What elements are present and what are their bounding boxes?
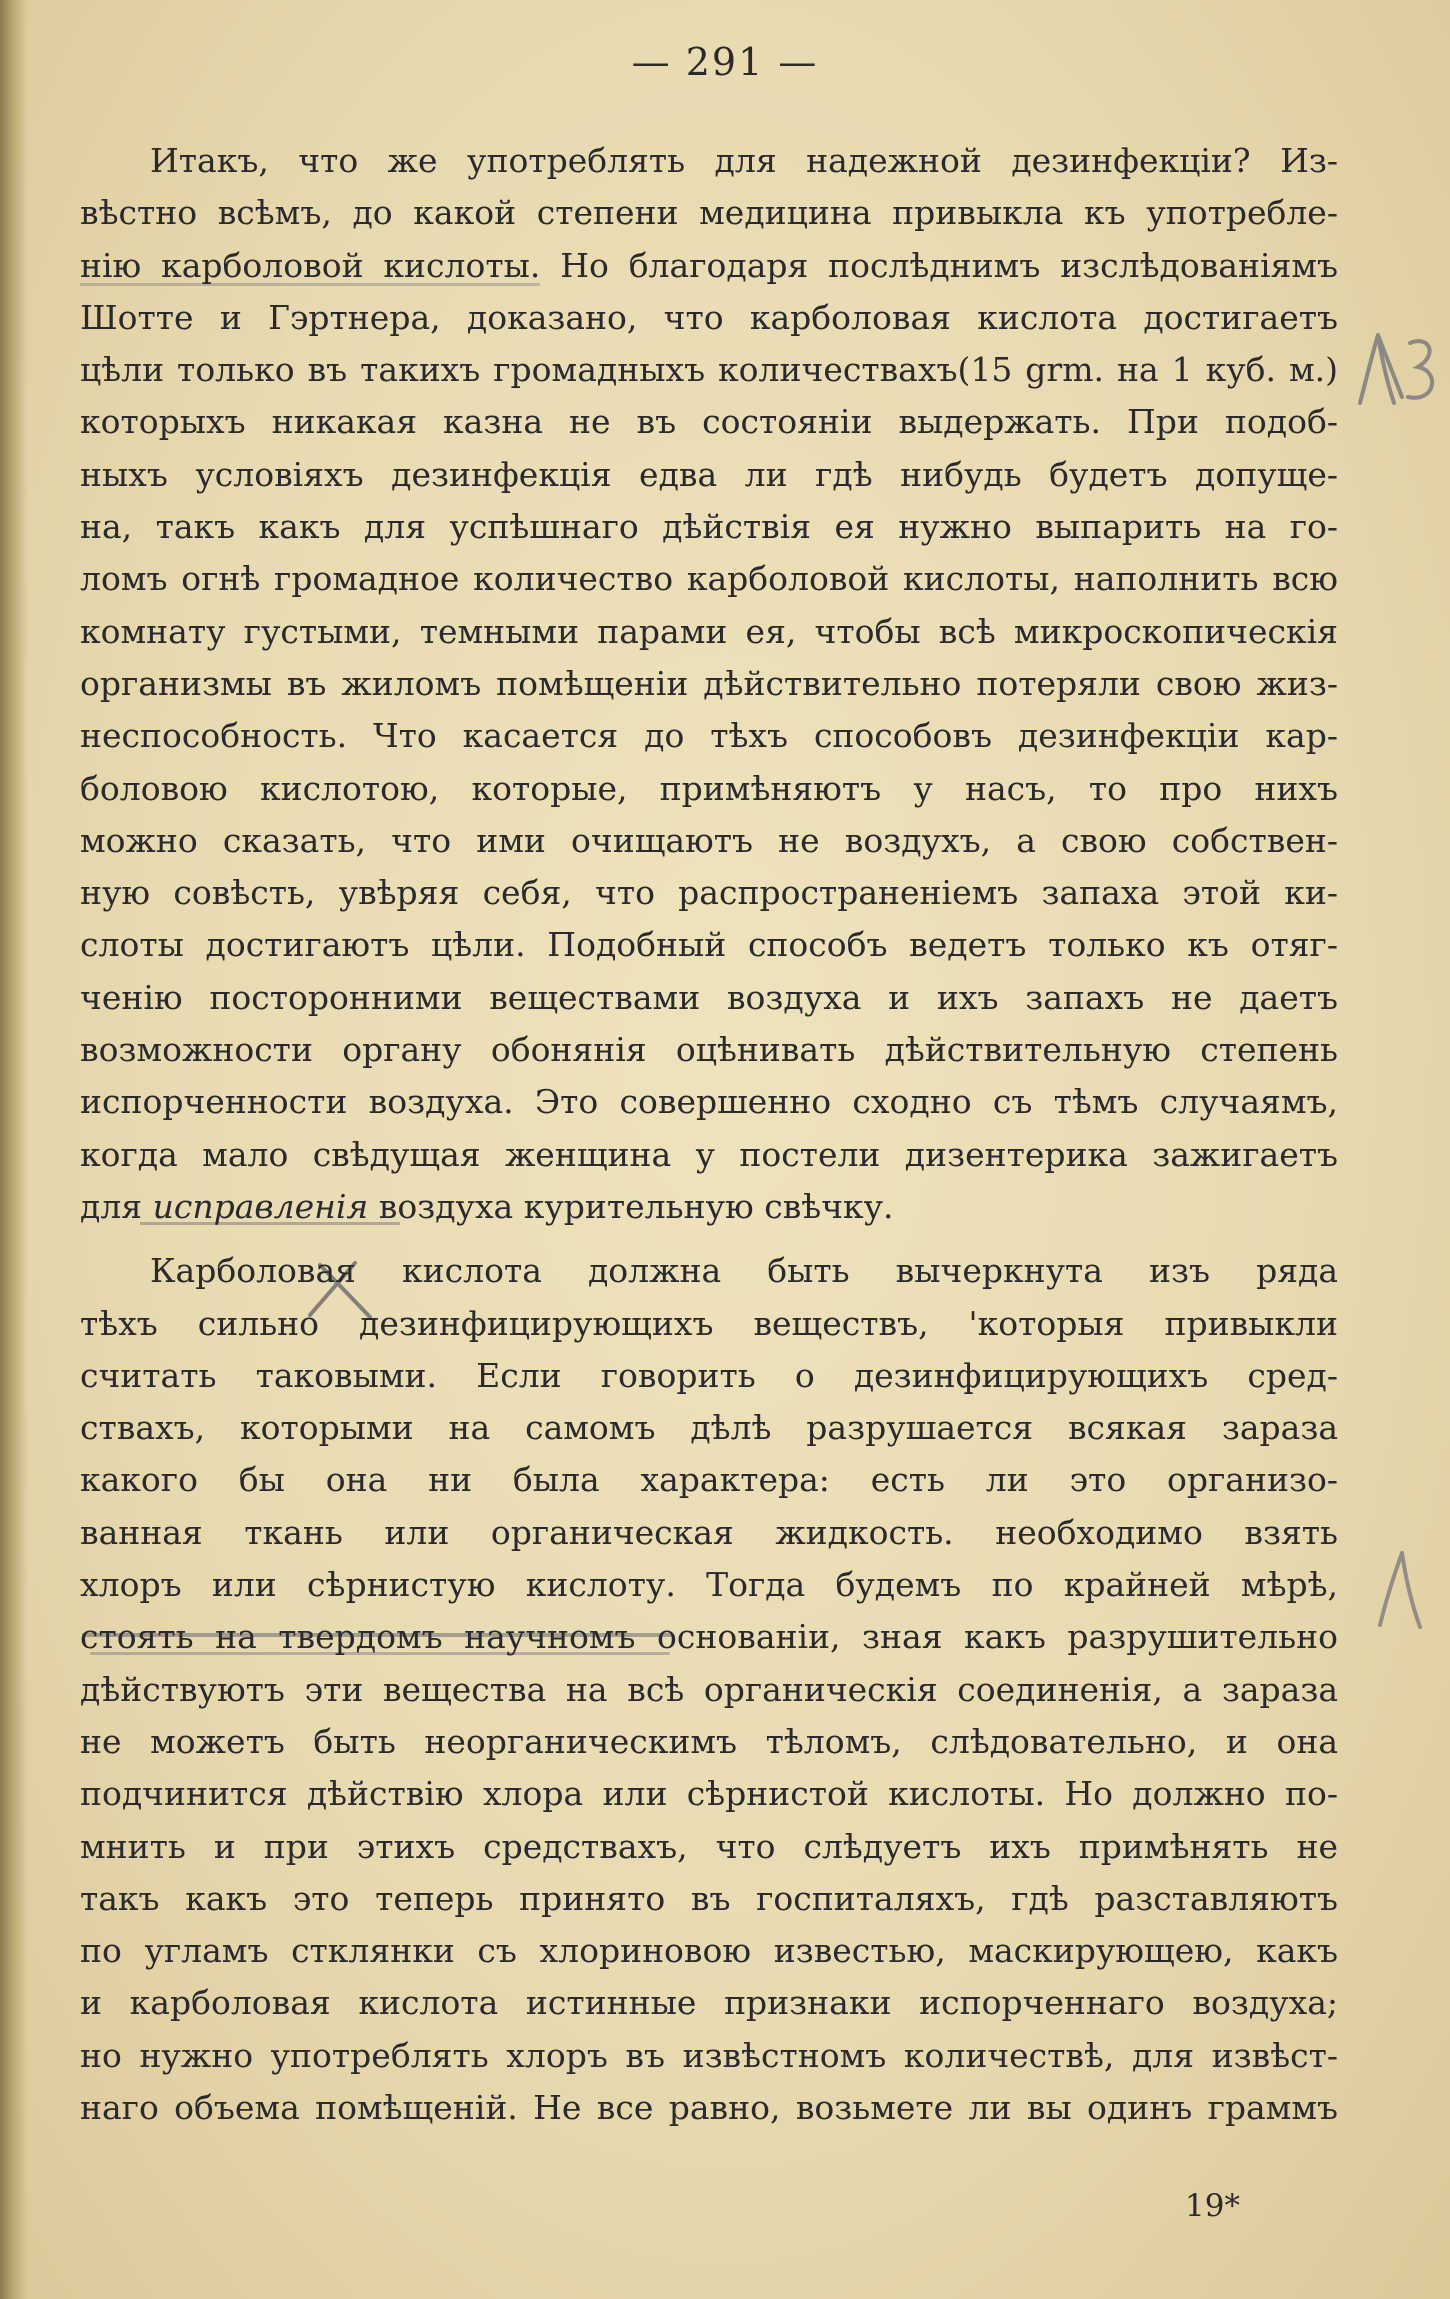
margin-pencil-mark-icon [1372,1545,1432,1635]
text-line: неспособность. Что касается до тѣхъ способовъ дезинфекціи кар- [80,716,1338,756]
text-line: ломъ огнѣ громадное количество карболовой кислоты, наполнить всю [80,559,1338,599]
paragraph-gap [80,1233,1338,1245]
text-line: ную совѣсть, увѣряя себя, что распространеніемъ запаха этой ки- [80,873,1338,913]
text-line: тѣхъ сильно дезинфицирующихъ веществъ, 'которыя привыкли [80,1303,1338,1343]
italic-word: исправленія [152,1186,369,1226]
text-line: по угламъ стклянки съ хлориновою известью, маскирующею, какъ [80,1931,1338,1971]
text-line: какого бы она ни была характера: есть ли это организо- [80,1460,1338,1500]
text-line: не можетъ быть неорганическимъ тѣломъ, слѣдовательно, и она [80,1721,1338,1761]
text-line: ченію посторонними веществами воздуха и ихъ запахъ не даетъ [80,977,1338,1017]
text-line: на, такъ какъ для успѣшнаго дѣйствія ея нужно выпарить на го- [80,507,1338,547]
text-line: организмы въ жиломъ помѣщеніи дѣйствительно потеряли свою жиз- [80,663,1338,703]
text-line: и карболовая кислота истинные признаки испорченнаго воздуха; [80,1983,1338,2023]
text-line: Шотте и Гэртнера, доказано, что карболовая кислота достигаетъ [80,297,1338,337]
text-line: испорченности воздуха. Это совершенно сходно съ тѣмъ случаямъ, [80,1082,1338,1122]
printer-signature: 19* [1185,2188,1240,2224]
text-line: ванная ткань или органическая жидкость. необходимо взять [80,1512,1338,1552]
text-line: Карболовая кислота должна быть вычеркнута изъ ряда [150,1251,1338,1291]
text-line: ныхъ условіяхъ дезинфекція едва ли гдѣ нибудь будетъ допуще- [80,454,1338,494]
text-line: но нужно употреблять хлоръ въ извѣстномъ количествѣ, для извѣст- [80,2035,1338,2075]
text-line: когда мало свѣдущая женщина у постели дизентерика зажигаетъ [80,1134,1338,1174]
text-line-last [80,1181,1338,1233]
text-line: дѣйствуютъ эти вещества на всѣ органическія соединенія, а зараза [80,1669,1338,1709]
text-line: такъ какъ это теперь принято въ госпиталяхъ, гдѣ разставляютъ [80,1878,1338,1918]
page-number: — 291 — [631,40,819,84]
text-line: комнату густыми, темными парами ея, чтобы всѣ микроскопическія [80,611,1338,651]
body-text [80,135,1338,2134]
text-line: вѣстно всѣмъ, до какой степени медицина привыкла къ употребле- [80,193,1338,233]
paragraph-2 [80,1245,1338,2134]
page-binding-shadow [0,0,28,2299]
text-line: боловою кислотою, которые, примѣняютъ у насъ, то про нихъ [80,768,1338,808]
text-line: Итакъ, что же употреблять для надежной дезинфекціи? Из- [150,141,1338,180]
paragraph-1 [80,135,1338,1233]
text-line: наго объема помѣщеній. Не все равно, возьмете ли вы одинъ граммъ [80,2087,1338,2127]
text-fragment: воздуха курительную свѣчку. [368,1186,894,1226]
text-line: которыхъ никакая казна не въ состояніи выдержать. При подоб- [80,402,1338,442]
text-line: ствахъ, которыми на самомъ дѣлѣ разрушается всякая зараза [80,1408,1338,1448]
text-line: слоты достигаютъ цѣли. Подобный способъ ведетъ только къ отяг- [80,925,1338,965]
text-line: возможности органу обонянія оцѣнивать дѣйствительную степень [80,1030,1338,1070]
text-line: можно сказать, что ими очищаютъ не воздухъ, а свою собствен- [80,820,1338,860]
text-line: считать таковыми. Если говорить о дезинфицирующихъ сред- [80,1355,1338,1395]
text-line: подчинится дѣйствію хлора или сѣрнистой кислоты. Но должно по- [80,1774,1338,1814]
text-line: цѣли только въ такихъ громадныхъ количествахъ(15 grm. на 1 куб. м.) [80,350,1338,390]
text-line: нію карболовой кислоты. Но благодаря послѣднимъ изслѣдованіямъ [80,245,1338,285]
text-fragment: для [80,1186,153,1226]
text-line: стоять на твердомъ научномъ основаніи, зная какъ разрушительно [80,1617,1338,1657]
text-line: мнить и при этихъ средствахъ, что слѣдуетъ ихъ примѣнять не [80,1826,1338,1866]
text-line: хлоръ или сѣрнистую кислоту. Тогда будемъ по крайней мѣрѣ, [80,1565,1338,1605]
margin-pencil-mark-icon [1352,325,1442,415]
